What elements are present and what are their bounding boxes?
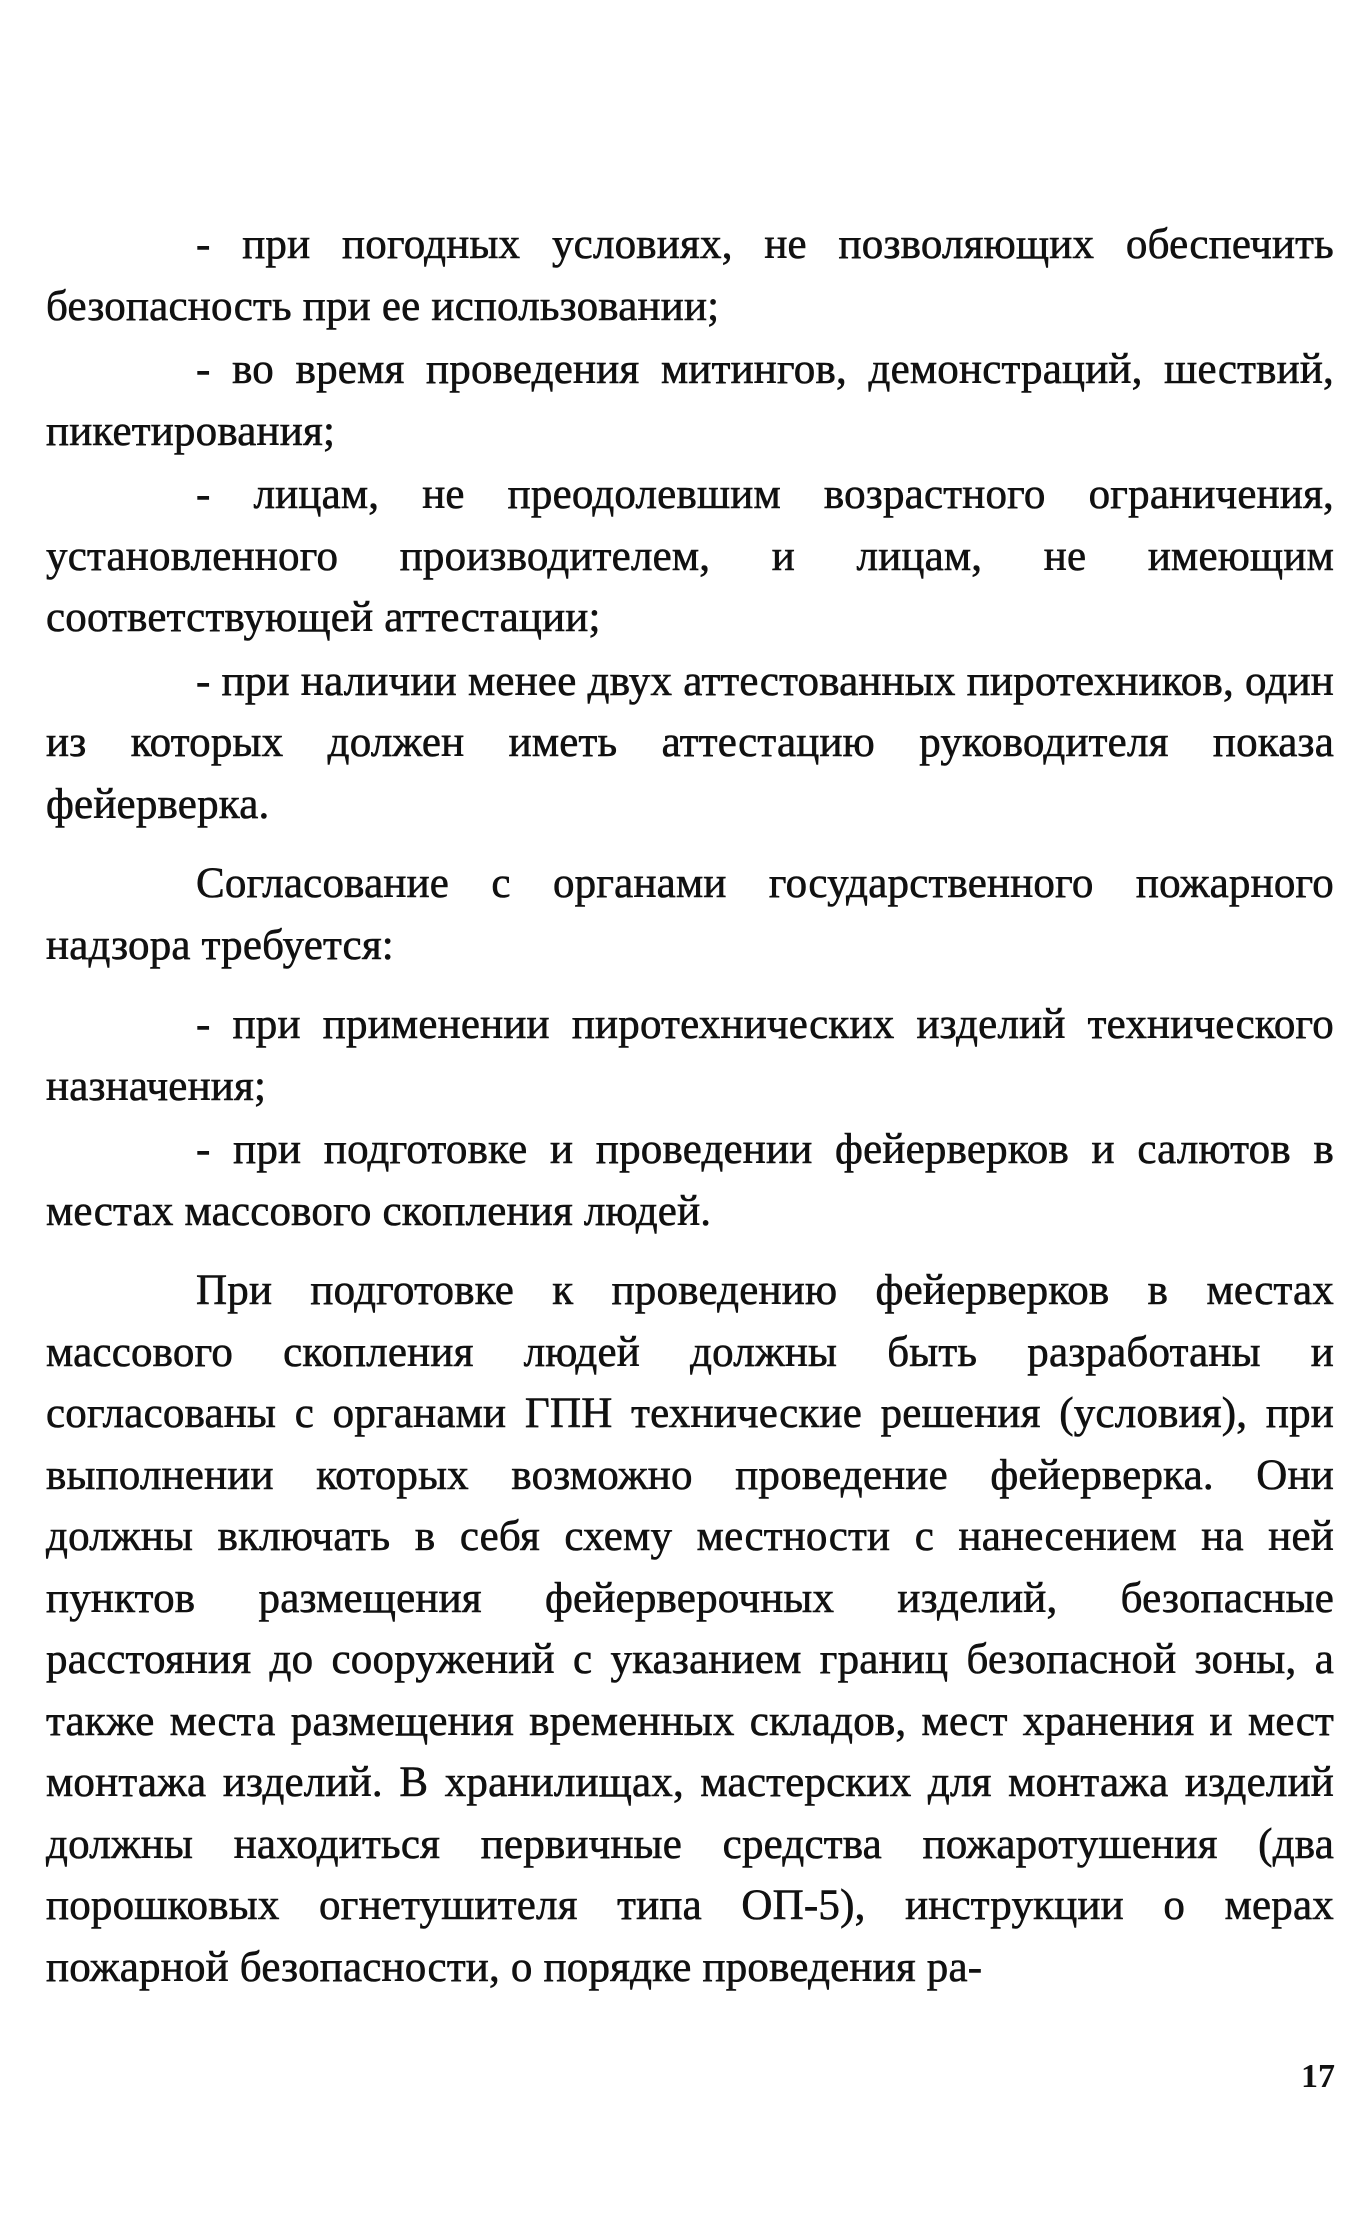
paragraph-weather-condition: - при погодных условиях, не позволяющих обеспечить безопасность при ее использовании; (46, 221, 1334, 330)
paragraph-mass-gathering: - при подготовке и проведении фейерверков и салютов в местах массового скопления людей. (46, 1126, 1334, 1235)
paragraph-approval-required: Согласование с органами государственного пожарного надзора требуется: (46, 860, 1334, 969)
page-number: 17 (1301, 2058, 1335, 2095)
paragraph-age-restriction: - лицам, не преодолевшим возрастного ограничения, установленного производителем, и лицам, не имеющим соответствующей аттестации; (46, 471, 1334, 641)
paragraph-rallies: - во время проведения митингов, демонстраций, шествий, пикетирования; (46, 346, 1334, 455)
body-text (46, 214, 1334, 1998)
paragraph-pyrotechnicians: - при наличии менее двух аттестованных пиротехников, один из которых должен иметь аттестацию руководителя показа фейерверка. (46, 657, 1334, 828)
paragraph-preparation: При подготовке к проведению фейерверков в местах массового скопления людей должны быть разработаны и согласованы с органами ГПН технические решения (условия), при выполнении которых возможно проведение фейерверка. Они должны включать в себя схему местности с нанесением на ней пунктов размещения фейерверочных изделий, безопасные расстояния до сооружений с указанием границ безопасной зоны, а также места размещения временных складов, мест хранения и мест монтажа изделий. В хранилищах, мастерских для монтажа изделий должны находиться первичные средства пожаротушения (два порошковых огнетушителя типа ОП-5), инструкции о мерах пожарной безопасности, о порядке проведения ра- (46, 1267, 1334, 1991)
paragraph-technical-items: - при применении пиротехнических изделий технического назначения; (46, 1001, 1334, 1110)
